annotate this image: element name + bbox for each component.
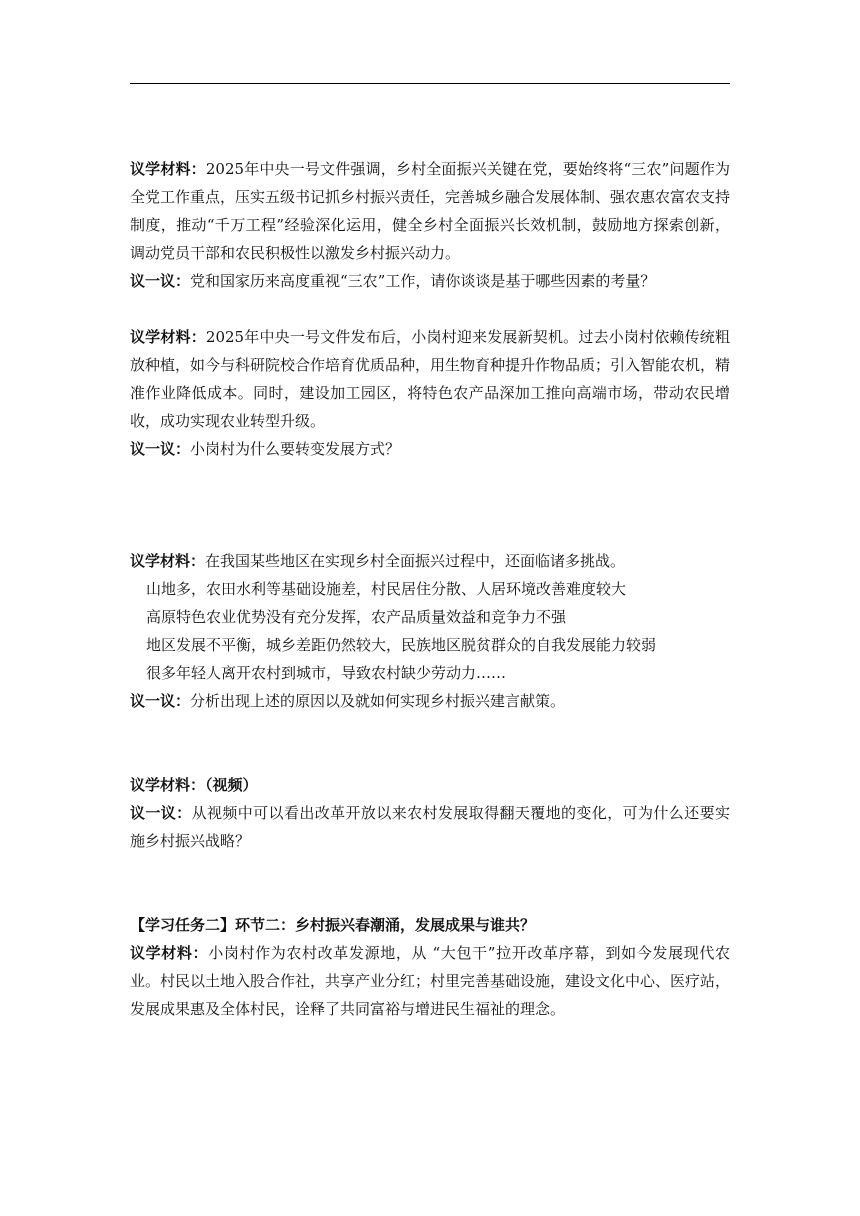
material-text: 2025年中央一号文件强调，乡村全面振兴关键在党，要始终将“三农”问题作为全党工作重点，压实五级书记抓乡村振兴责任，完善城乡融合发展体制、强农惠农富农支持制度，推动“千万工程”经验深化运用，健全乡村全面振兴长效机制，鼓励地方探索创新，调动党员干部和农民积极性以激发乡村振兴动力。 [130, 160, 731, 262]
material-label: 议学材料： [130, 328, 206, 346]
question-paragraph-1 [130, 267, 730, 295]
question-text: 党和国家历来高度重视“三农”工作，请你谈谈是基于哪些因素的考量？ [190, 272, 656, 290]
question-label: 议一议： [130, 692, 191, 710]
challenge-item: 地区发展不平衡，城乡差距仍然较大，民族地区脱贫群众的自我发展能力较弱 [146, 636, 657, 654]
material-label: 议学材料： [130, 160, 206, 178]
question-paragraph-3 [130, 687, 730, 715]
material-text: 在我国某些地区在实现乡村全面振兴过程中，还面临诸多挑战。 [205, 552, 626, 570]
material-label: 议学材料： [130, 552, 206, 570]
question-text: 从视频中可以看出改革开放以来农村发展取得翻天覆地的变化，可为什么还要实施乡村振兴战略？ [130, 804, 730, 850]
material-paragraph-2 [130, 323, 730, 435]
material-label: 议学材料： [130, 944, 209, 962]
challenge-item: 高原特色农业优势没有充分发挥，农产品质量效益和竞争力不强 [146, 608, 567, 626]
challenge-item: 山地多，农田水利等基础设施差，村民居住分散、人居环境改善难度较大 [146, 580, 627, 598]
material-text: 小岗村作为农村改革发源地，从 “大包干”拉开改革序幕，到如今发展现代农业。村民以土地入股合作社，共享产业分红；村里完善基础设施，建设文化中心、医疗站，发展成果惠及全体村民，诠释了共同富裕与增进民生福祉的理念。 [130, 944, 731, 1018]
question-paragraph-2 [130, 435, 730, 463]
material-paragraph-1 [130, 155, 730, 267]
task2-heading: 【学习任务二】环节二：乡村振兴春潮涌，发展成果与谁共？ [130, 916, 536, 934]
question-label: 议一议： [130, 272, 191, 290]
material-text: 2025年中央一号文件发布后，小岗村迎来发展新契机。过去小岗村依赖传统粗放种植，如今与科研院校合作培育优质品种，用生物育种提升作物品质；引入智能农机，精准作业降低成本。同时，建设加工园区，将特色农产品深加工推向高端市场，带动农民增收，成功实现农业转型升级。 [130, 328, 731, 430]
question-label: 议一议： [130, 804, 192, 822]
task2-material-paragraph [130, 939, 730, 1023]
document-body [130, 155, 730, 1023]
material-label: 议学材料： [130, 776, 206, 794]
question-label: 议一议： [130, 440, 191, 458]
challenge-item: 很多年轻人离开农村到城市，导致农村缺少劳动力…… [146, 664, 507, 682]
material-paragraph-4 [130, 771, 730, 799]
material-text: （视频） [205, 776, 258, 794]
question-text: 分析出现上述的原因以及就如何实现乡村振兴建言献策。 [190, 692, 566, 710]
question-text: 小岗村为什么要转变发展方式？ [190, 440, 401, 458]
question-paragraph-4 [130, 799, 730, 855]
material-paragraph-3 [130, 547, 730, 575]
header-rule [130, 83, 730, 84]
